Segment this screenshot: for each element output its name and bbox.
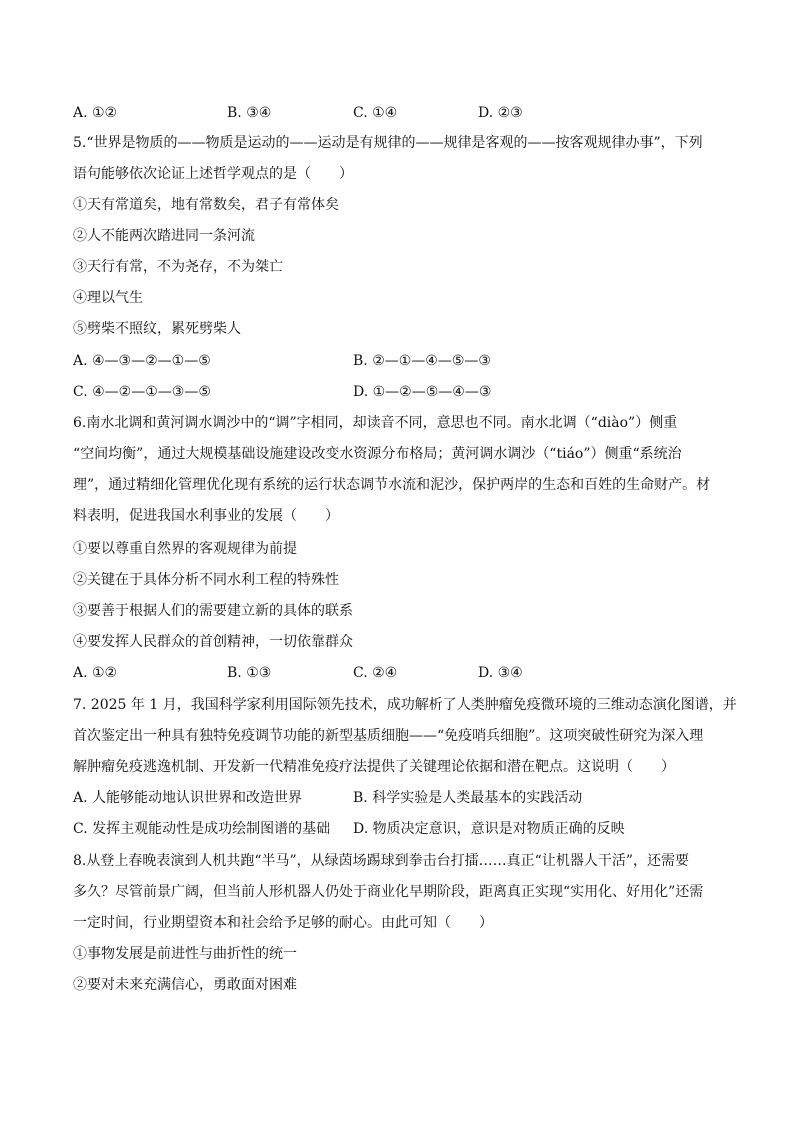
q4-option-a: A. ①② (73, 105, 118, 121)
q4-options (0, 103, 794, 123)
q5-item: ①天有常道矣，地有常数矣，君子有常体矣 (73, 197, 339, 213)
q6-stem-line: “空间均衡”，通过大规模基础设施建设改变水资源分布格局；黄河调水调沙（“tiáo”）侧重“系统治 (73, 446, 682, 462)
q6-option-a: A. ①② (73, 665, 118, 681)
q7-stem-line: 解肿瘤免疫逃逸机制、开发新一代精准免疫疗法提供了关键理论依据和潜在靶点。这说明（ ） (73, 759, 675, 775)
q5-item: ③天行有常，不为尧存，不为桀亡 (73, 259, 283, 275)
q8-item: ①事物发展是前进性与曲折性的统一 (73, 946, 297, 962)
q6-item: ④要发挥人民群众的首创精神，一切依靠群众 (73, 634, 353, 650)
q6-stem-line: 理”，通过精细化管理优化现有系统的运行状态调节水流和泥沙，保护两岸的生态和百姓的生命财产。材 (73, 477, 711, 493)
q7-option-b: B. 科学实验是人类最基本的实践活动 (353, 790, 583, 806)
q8-stem-line: 多久？尽管前景广阔，但当前人形机器人仍处于商业化早期阶段，距离真正实现“实用化、好用化”还需 (73, 884, 704, 900)
q4-option-c: C. ①④ (353, 105, 398, 121)
q8-item: ②要对未来充满信心，勇敢面对困难 (73, 977, 297, 993)
q7-stem-line: 7. 2025 年 1 月，我国科学家利用国际领先技术，成功解析了人类肿瘤免疫微环境的三维动态演化图谱，并 (73, 697, 737, 713)
q5-option-b: B. ②—①—④—⑤—③ (353, 353, 491, 369)
q7-options-row (0, 788, 794, 808)
q4-option-b: B. ③④ (227, 105, 272, 121)
q4-option-d: D. ②③ (478, 105, 523, 121)
q5-item: ④理以气生 (73, 290, 143, 306)
q7-options-row (0, 819, 794, 839)
q6-option-c: C. ②④ (353, 665, 398, 681)
q5-stem-line: 5.“世界是物质的——物质是运动的——运动是有规律的——规律是客观的——按客观规律办事”，下列 (73, 135, 703, 151)
q7-option-c: C. 发挥主观能动性是成功绘制图谱的基础 (73, 821, 331, 837)
q6-item: ②关键在于具体分析不同水利工程的特殊性 (73, 572, 339, 588)
q5-item: ⑤劈柴不照纹，累死劈柴人 (73, 321, 241, 337)
q6-stem-line: 6.南水北调和黄河调水调沙中的“调”字相同，却读音不同，意思也不同。南水北调（“diào”）侧重 (73, 415, 678, 431)
q7-option-d: D. 物质决定意识，意识是对物质正确的反映 (353, 821, 625, 837)
q5-option-d: D. ①—②—⑤—④—③ (353, 384, 492, 400)
q5-option-c: C. ④—②—①—③—⑤ (73, 384, 211, 400)
q5-option-a: A. ④—③—②—①—⑤ (73, 353, 211, 369)
q8-stem-line: 8.从登上春晚表演到人机共跑“半马”，从绿茵场踢球到拳击台打擂……真正“让机器人干活”，还需要 (73, 853, 689, 869)
q6-option-b: B. ①③ (227, 665, 272, 681)
q7-stem-line: 首次鉴定出一种具有独特免疫调节功能的新型基质细胞——“免疫哨兵细胞”。这项突破性研究为深入理 (73, 728, 704, 744)
q6-item: ①要以尊重自然界的客观规律为前提 (73, 541, 297, 557)
q5-stem-line: 语句能够依次论证上述哲学观点的是（ ） (73, 166, 353, 182)
q7-option-a: A. 人能够能动地认识世界和改造世界 (73, 790, 303, 806)
q5-options-row (0, 382, 794, 402)
q6-stem-line: 料表明，促进我国水利事业的发展（ ） (73, 508, 339, 524)
q6-item: ③要善于根据人们的需要建立新的具体的联系 (73, 603, 353, 619)
q6-options (0, 663, 794, 683)
q8-stem-line: 一定时间，行业期望资本和社会给予足够的耐心。由此可知（ ） (73, 915, 493, 931)
q5-item: ②人不能两次踏进同一条河流 (73, 228, 255, 244)
q5-options-row (0, 351, 794, 371)
q6-option-d: D. ③④ (478, 665, 523, 681)
